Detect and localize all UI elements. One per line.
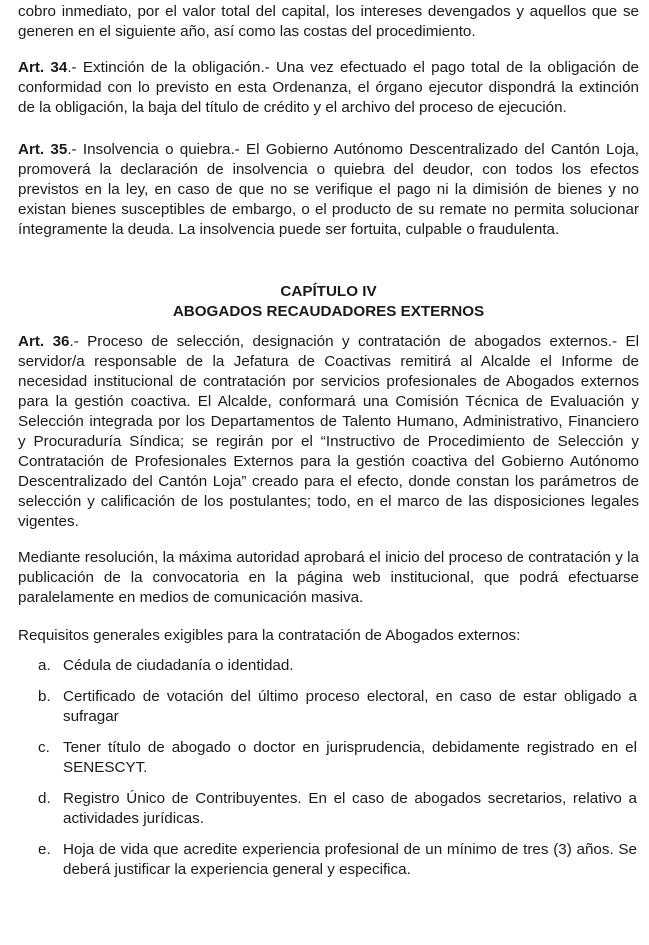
list-item-text: Hoja de vida que acredite experiencia profesional de un mínimo de tres (3) años. Se deberá justificar la experiencia general y especifica. (63, 841, 637, 878)
chapter-title: ABOGADOS RECAUDADORES EXTERNOS (172, 303, 485, 320)
intro-paragraph (18, 2, 639, 42)
article-35 (18, 140, 639, 240)
list-item (18, 840, 639, 880)
list-marker: a. (38, 657, 51, 674)
article-36-text: .- Proceso de selección, designación y contratación de abogados externos.- El servidor/a responsable de la Jefatura de Coactivas remitirá al Alcalde el Informe de necesidad institucional de contratación por servicios profesionales de Abogados externos para la gestión coactiva. El Alcalde, conformará una Comisión Técnica de Evaluación y Selección integrada por los Departamentos de Talento Humano, Administrativo, Financiero y Procuraduría Síndica; se regirán por el “Instructivo de Procedimiento de Selección y Contratación de Profesionales Externos para la gestión coactiva del Gobierno Autónomo Descentralizado del Cantón Loja” creado para el efecto, donde constan los parámetros de selección y calificación de los postulantes; todo, en el marco de las disposiciones legales vigentes. (18, 333, 639, 530)
article-34-number: Art. 34 (18, 59, 68, 76)
list-item (18, 687, 639, 727)
list-item-text: Registro Único de Contribuyentes. En el caso de abogados secretarios, relativo a actividades jurídicas. (63, 790, 637, 827)
list-item-text: Certificado de votación del último proceso electoral, en caso de estar obligado a sufragar (63, 688, 637, 725)
resolution-paragraph (18, 548, 639, 608)
list-marker: c. (38, 739, 50, 756)
chapter-heading (18, 282, 639, 322)
article-34-text: .- Extinción de la obligación.- Una vez efectuado el pago total de la obligación de conformidad con lo previsto en esta Ordenanza, el órgano ejecutor dispondrá la extinción de la obligación, la baja del título de crédito y el archivo del proceso de ejecución. (18, 59, 639, 116)
list-item (18, 738, 639, 778)
list-item (18, 789, 639, 829)
requirements-list (18, 656, 639, 880)
requirements-intro-text: Requisitos generales exigibles para la contratación de Abogados externos: (18, 627, 521, 644)
article-36 (18, 332, 639, 532)
list-item-text: Cédula de ciudadanía o identidad. (63, 657, 294, 674)
list-marker: d. (38, 790, 51, 807)
document-page (0, 2, 649, 945)
article-35-number: Art. 35 (18, 141, 68, 158)
requirements-intro (18, 626, 639, 646)
chapter-number: CAPÍTULO IV (280, 283, 377, 300)
list-marker: e. (38, 841, 51, 858)
list-item-text: Tener título de abogado o doctor en jurisprudencia, debidamente registrado en el SENESCYT. (63, 739, 637, 776)
article-35-text: .- Insolvencia o quiebra.- El Gobierno Autónomo Descentralizado del Cantón Loja, promoverá la declaración de insolvencia o quiebra del deudor, con todos los efectos previstos en la ley, en caso de que no se verifique el pago ni la dimisión de bienes y no existan bienes susceptibles de embargo, o el producto de su remate no permita solucionar íntegramente la deuda. La insolvencia puede ser fortuita, culpable o fraudulenta. (18, 141, 639, 238)
resolution-text: Mediante resolución, la máxima autoridad aprobará el inicio del proceso de contratación y la publicación de la convocatoria en la página web institucional, que podrá efectuarse paralelamente en medios de comunicación masiva. (18, 549, 639, 606)
article-34 (18, 58, 639, 118)
intro-text: cobro inmediato, por el valor total del capital, los intereses devengados y aquellos que se generen en el siguiente año, así como las costas del procedimiento. (18, 3, 639, 40)
list-marker: b. (38, 688, 51, 705)
list-item (18, 656, 639, 676)
article-36-number: Art. 36 (18, 333, 70, 350)
